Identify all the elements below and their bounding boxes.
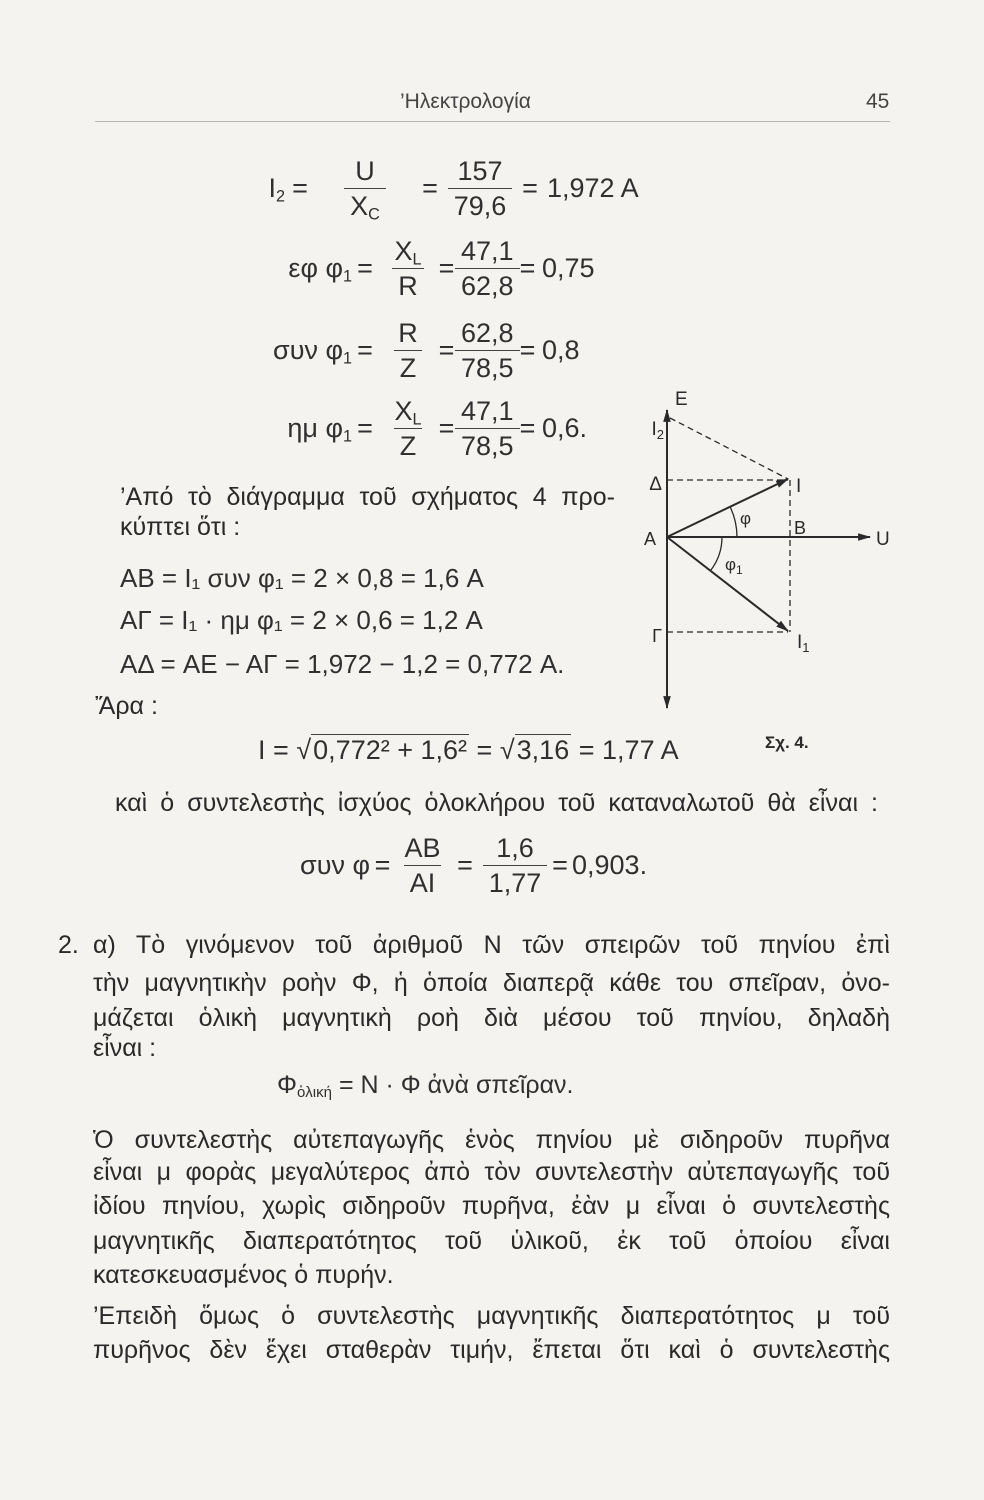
fraction-numeric xyxy=(448,156,513,221)
fraction-denominator xyxy=(344,188,386,224)
intro-line-2: κύπτει ὅτι : xyxy=(120,513,241,541)
label-i2 xyxy=(651,419,664,442)
radicand: 0,772² + 1,6² xyxy=(313,735,468,765)
derivation-ab: AB = I₁ συν φ₁ = 2 × 0,8 = 1,6 A xyxy=(120,563,484,593)
label-i2-main: I xyxy=(651,419,657,440)
dashed-line-e-to-i xyxy=(670,418,788,479)
section-line-3: μάζεται ὁλικὴ μαγνητικὴ ροὴ διὰ μέσου τοῦ πηνίου, δηλαδὴ xyxy=(93,1004,890,1032)
eq-result: 0,8 xyxy=(542,335,580,365)
numerator-symbol: X xyxy=(394,396,413,426)
equals-sign: = xyxy=(476,735,493,765)
fraction-numeric xyxy=(455,318,520,383)
fraction-numerator: 47,1 xyxy=(461,396,514,426)
fraction-numerator: U xyxy=(355,156,375,186)
label-e: E xyxy=(675,389,688,410)
paragraph3-line-2: πυρῆνος δὲν ἔχει σταθερὰν τιμήν, ἔπεται ὅτι καὶ ὁ συντελεστὴς xyxy=(93,1336,890,1364)
equals-sign: = xyxy=(292,173,308,203)
paragraph2-line-4: μαγνητικῆς διαπερατότητος τοῦ ὑλικοῦ, ἐκ τοῦ ὁποίου εἶναι xyxy=(93,1227,890,1255)
fraction-cell xyxy=(455,318,515,383)
equation-cos-phi1 xyxy=(200,318,580,383)
equals-sign: = xyxy=(374,850,391,880)
current-magnitude-equation xyxy=(258,732,679,768)
fraction-symbolic xyxy=(388,396,427,461)
fraction-cell xyxy=(480,833,550,898)
label-i1 xyxy=(797,632,810,655)
eq-result: 0,6. xyxy=(542,413,588,443)
angle-arc-phi1 xyxy=(711,537,723,571)
label-b: B xyxy=(794,518,807,538)
equals-sign: = xyxy=(522,173,538,203)
fraction-cell xyxy=(445,156,515,221)
fraction-cell xyxy=(378,318,438,383)
conclusion-line: καὶ ὁ συντελεστὴς ἰσχύος ὁλοκλήρου τοῦ καταναλωτοῦ θὰ εἶναι : xyxy=(115,789,878,817)
equals-sign: = xyxy=(578,735,595,765)
intro-line-1: ’Από τὸ διάγραμμα τοῦ σχήματος 4 προ- xyxy=(120,483,615,511)
fraction-symbolic xyxy=(388,236,427,301)
label-delta: Δ xyxy=(649,474,662,495)
label-phi: φ xyxy=(740,509,752,528)
fraction-denominator: Z xyxy=(394,428,423,461)
flux-symbol: Φ xyxy=(277,1071,297,1099)
section-line-1: α) Τὸ γινόμενον τοῦ ἀριθμοῦ N τῶν σπειρῶν τοῦ πηνίου ἐπὶ xyxy=(93,931,890,959)
section-line-2: τὴν μαγνητικὴν ροὴν Φ, ἡ ὁποία διαπερᾷ κάθε του σπεῖραν, ὀνο- xyxy=(93,969,890,997)
angle-arc-phi xyxy=(730,507,737,537)
numerator-subscript: L xyxy=(412,250,422,269)
equals-sign: = xyxy=(519,335,536,365)
fraction-cell xyxy=(378,236,438,301)
fraction-symbolic xyxy=(398,833,446,898)
section-number: 2. xyxy=(58,931,79,959)
fraction-numerator: 47,1 xyxy=(461,236,514,266)
eq-result: 0,75 xyxy=(542,253,595,283)
equation-sin-phi1 xyxy=(200,396,587,461)
eq-lhs-subscript: 2 xyxy=(275,187,285,206)
equals-sign: = xyxy=(438,413,455,443)
fraction-denominator: 1,77 xyxy=(483,865,548,898)
label-gamma: Γ xyxy=(652,626,662,646)
derivation-agamma: AΓ = I₁ · ημ φ₁ = 2 × 0,6 = 1,2 A xyxy=(120,605,483,635)
fraction-denominator: Z xyxy=(394,350,423,383)
label-phi1-main: φ xyxy=(725,555,737,574)
fraction-denominator: 78,5 xyxy=(455,350,520,383)
radicand: 3,16 xyxy=(516,735,570,765)
eq-lhs-subscript: 1 xyxy=(342,267,352,286)
label-a: A xyxy=(643,529,656,549)
eq-lhs-symbol: ημ φ xyxy=(287,413,343,443)
paragraph2-line-3: ἰδίου πηνίου, χωρὶς σιδηροῦν πυρῆνα, ἐὰν μ εἶναι ὁ συντελεστὴς xyxy=(93,1192,890,1220)
fraction-numeric xyxy=(455,396,520,461)
ara-label: Ἄρα : xyxy=(95,692,158,720)
fraction-cell xyxy=(395,833,450,898)
label-i2-sub: 2 xyxy=(656,427,664,442)
equation-power-factor xyxy=(280,833,647,898)
fraction-numerator: R xyxy=(398,318,418,348)
fraction-numerator xyxy=(388,396,427,428)
equals-sign: = xyxy=(422,173,438,203)
flux-rhs: = N · Φ ἀνὰ σπεῖραν. xyxy=(338,1071,574,1099)
fraction-symbolic xyxy=(392,318,424,383)
phasor-i-total xyxy=(667,479,788,537)
eq-lhs-subscript: 1 xyxy=(342,427,352,446)
derivation-adelta: AΔ = AE − AΓ = 1,972 − 1,2 = 0,772 A. xyxy=(120,649,565,679)
fraction-symbolic xyxy=(344,156,386,224)
equals-sign: = xyxy=(357,253,373,283)
label-i1-main: I xyxy=(797,632,803,653)
equals-sign: = xyxy=(438,253,455,283)
fraction-numerator xyxy=(388,236,427,268)
section-line-4: εἶναι : xyxy=(93,1034,157,1062)
eq-result: 0,903. xyxy=(572,850,648,880)
fraction-cell xyxy=(315,156,415,224)
denominator-subscript: C xyxy=(368,205,380,224)
fraction-numerator: 1,6 xyxy=(496,833,534,863)
eq-lhs-symbol: συν φ xyxy=(273,335,343,365)
eq-result: 1,972 A xyxy=(547,173,639,203)
fraction-cell xyxy=(455,396,515,461)
equals-sign: = xyxy=(438,335,455,365)
fraction-denominator: 78,5 xyxy=(455,428,520,461)
equals-sign: = xyxy=(519,253,536,283)
fraction-cell xyxy=(378,396,438,461)
magnitude-lhs: I xyxy=(258,735,266,765)
fraction-numeric xyxy=(455,236,520,301)
header-rule xyxy=(95,121,890,122)
label-phi1 xyxy=(725,555,743,577)
equation-tan-phi1 xyxy=(200,236,595,301)
eq-lhs xyxy=(230,173,285,204)
phasor-i1 xyxy=(667,537,788,631)
fraction-numerator: 62,8 xyxy=(461,318,514,348)
fraction-numerator: AB xyxy=(404,833,441,863)
equals-sign: = xyxy=(552,850,568,880)
fraction-denominator: R xyxy=(392,268,424,301)
eq-lhs-symbol: I xyxy=(268,173,276,203)
paragraph3-line-1: ’Επειδὴ ὅμως ὁ συντελεστὴς μαγνητικῆς διαπερατότητος μ τοῦ xyxy=(93,1302,890,1330)
total-flux-equation xyxy=(277,1067,574,1103)
eq-lhs-symbol: εφ φ xyxy=(288,253,343,283)
figure-caption: Σχ. 4. xyxy=(765,733,809,752)
equals-sign: = xyxy=(457,850,473,880)
denominator-symbol: X xyxy=(350,191,369,221)
radical-sign: √ xyxy=(499,735,515,765)
fraction-numerator: 157 xyxy=(457,156,503,186)
eq-lhs xyxy=(200,253,352,284)
label-i: I xyxy=(796,476,802,497)
eq-lhs xyxy=(200,335,352,366)
phasor-diagram xyxy=(620,380,910,760)
paragraph2-line-1: Ὁ συντελεστὴς αὐτεπαγωγῆς ἑνὸς πηνίου μὲ σιδηροῦν πυρῆνα xyxy=(93,1126,890,1154)
equals-sign: = xyxy=(519,413,536,443)
fraction-denominator: 62,8 xyxy=(455,268,520,301)
page-number: 45 xyxy=(866,90,890,113)
equals-sign: = xyxy=(357,335,373,365)
equals-sign: = xyxy=(273,735,289,765)
magnitude-result: 1,77 A xyxy=(602,735,679,765)
numerator-subscript: L xyxy=(412,410,422,429)
running-header-title: ’Ηλεκτρολογία xyxy=(400,90,531,113)
equals-sign: = xyxy=(357,413,373,443)
eq-lhs-subscript: 1 xyxy=(342,349,352,368)
paragraph2-line-5: κατεσκευασμένος ὁ πυρήν. xyxy=(93,1261,394,1289)
label-u: U xyxy=(876,529,890,550)
eq-lhs: συν φ xyxy=(300,850,370,880)
label-phi1-sub: 1 xyxy=(736,563,743,577)
radical-sign: √ xyxy=(296,735,312,765)
paragraph2-line-2: εἶναι μ φορὰς μεγαλύτερος ἀπὸ τὸν συντελεστὴν αὐτεπαγωγῆς τοῦ xyxy=(93,1158,890,1186)
fraction-denominator: AI xyxy=(404,865,442,898)
label-i1-sub: 1 xyxy=(802,640,810,655)
fraction-numeric xyxy=(483,833,548,898)
fraction-denominator: 79,6 xyxy=(448,188,513,221)
fraction-cell xyxy=(455,236,515,301)
numerator-symbol: X xyxy=(394,236,413,266)
flux-subscript: ὁλική xyxy=(296,1084,332,1102)
equation-current-i2 xyxy=(230,156,639,224)
eq-lhs xyxy=(200,413,352,444)
